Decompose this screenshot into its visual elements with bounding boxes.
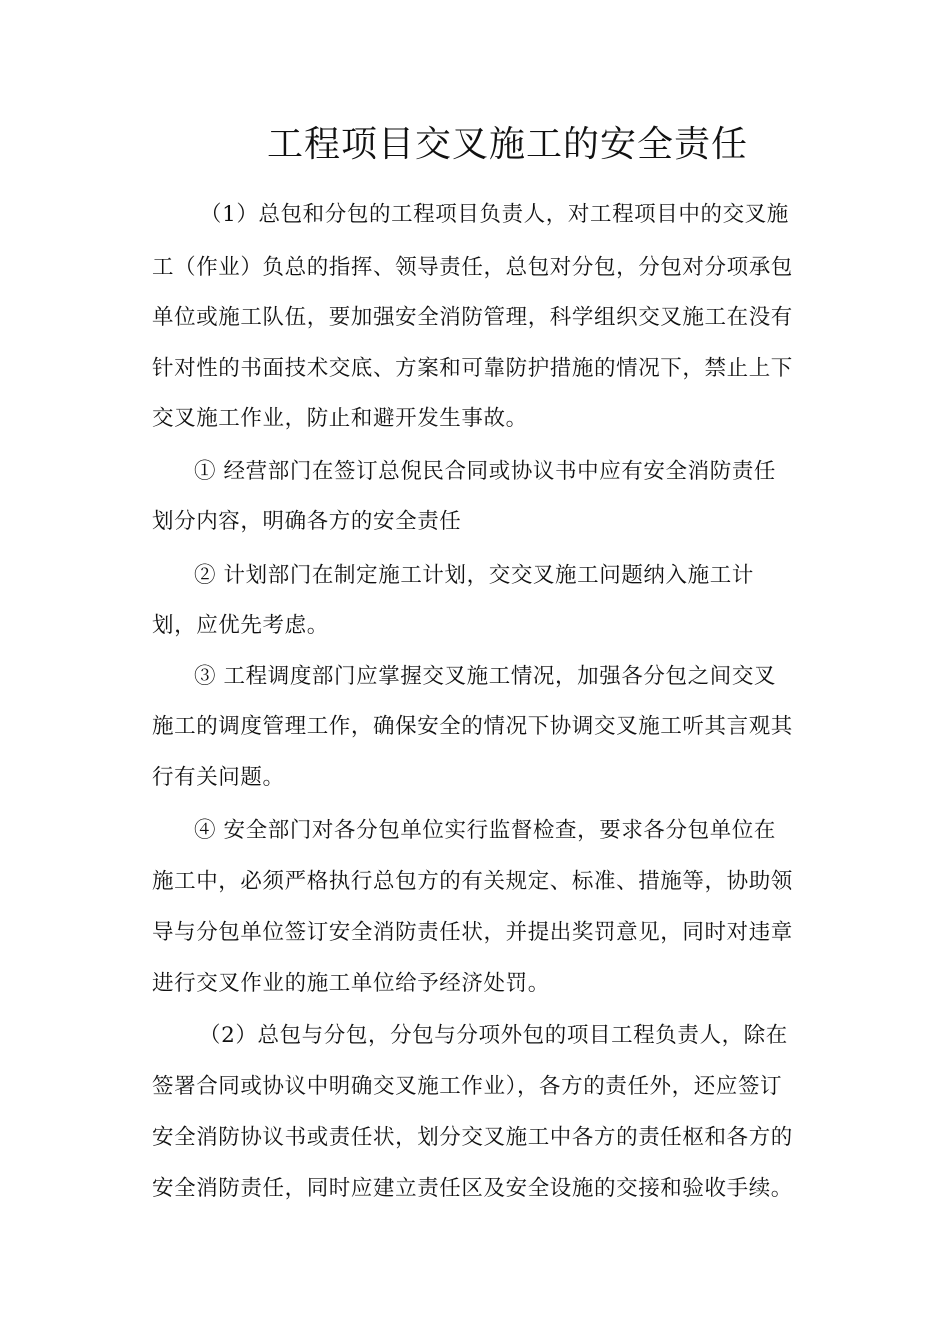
paragraph-line: （2）总包与分包，分包与分项外包的项目工程负责人，除在 (199, 1023, 788, 1048)
paragraph-line: ④ 安全部门对各分包单位实行监督检查，要求各分包单位在 (194, 818, 777, 843)
paragraph-line: 划分内容，明确各方的安全责任 (152, 509, 462, 534)
paragraph-line: 施工的调度管理工作，确保安全的情况下协调交叉施工听其言观其 (152, 714, 793, 739)
paragraph-line: 针对性的书面技术交底、方案和可靠防护措施的情况下，禁止上下 (152, 356, 793, 381)
paragraph-line: （1）总包和分包的工程项目负责人，对工程项目中的交叉施 (200, 202, 789, 227)
paragraph-line: ② 计划部门在制定施工计划，交交叉施工问题纳入施工计 (194, 563, 754, 588)
paragraph-line: 行有关问题。 (152, 765, 285, 790)
paragraph-line: ③ 工程调度部门应掌握交叉施工情况，加强各分包之间交叉 (194, 664, 777, 689)
paragraph-line: 交叉施工作业，防止和避开发生事故。 (152, 406, 528, 431)
paragraph-line: 安全消防责任，同时应建立责任区及安全设施的交接和验收手续。 (152, 1176, 793, 1201)
paragraph-line: 安全消防协议书或责任状，划分交叉施工中各方的责任枢和各方的 (152, 1125, 793, 1150)
paragraph-line: ① 经营部门在签订总倪民合同或协议书中应有安全消防责任 (194, 459, 777, 484)
paragraph-line: 签署合同或协议中明确交叉施工作业），各方的责任外，还应签订 (152, 1074, 783, 1099)
paragraph-line: 导与分包单位签订安全消防责任状，并提出奖罚意见，同时对违章 (152, 920, 793, 945)
paragraph-line: 进行交叉作业的施工单位给予经济处罚。 (152, 971, 550, 996)
paragraph-line: 施工中，必须严格执行总包方的有关规定、标准、措施等，协助领 (152, 869, 793, 894)
document-title: 工程项目交叉施工的安全责任 (266, 124, 748, 165)
paragraph-line: 划，应优先考虑。 (152, 613, 329, 638)
paragraph-line: 工（作业）负总的指挥、领导责任，总包对分包，分包对分项承包 (152, 255, 793, 280)
paragraph-line: 单位或施工队伍，要加强安全消防管理，科学组织交叉施工在没有 (152, 305, 793, 330)
